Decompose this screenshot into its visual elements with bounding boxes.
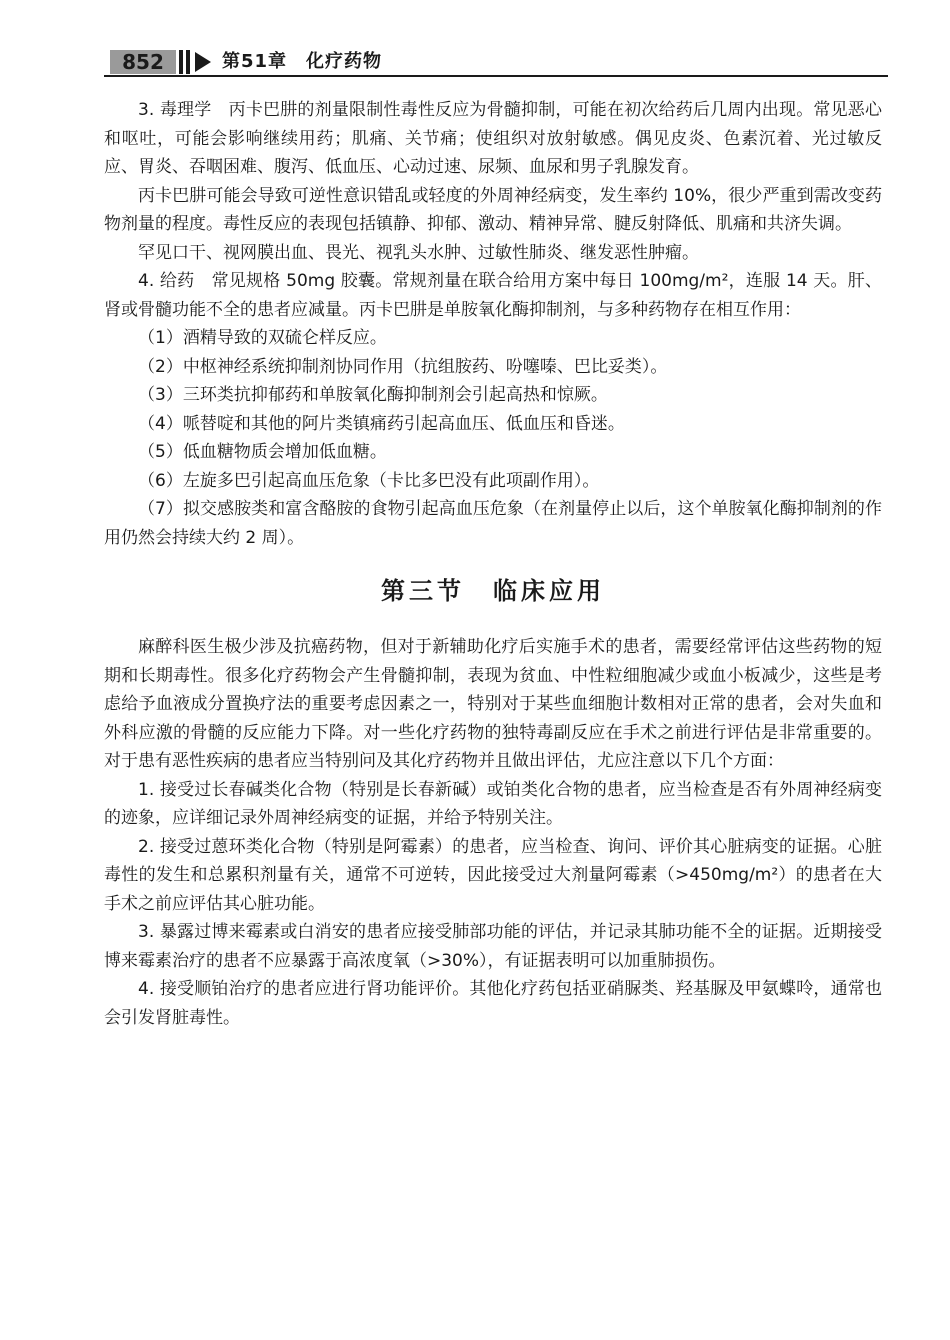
header-arrow-icon <box>195 52 211 72</box>
section-title: 第三节 临床应用 <box>381 577 605 605</box>
administration-paragraph: 4. 给药 常见规格 50mg 胶囊。常规剂量在联合给用方案中每日 100mg/m²，连服 14 天。肝、肾或骨髓功能不全的患者应减量。丙卡巴肼是单胺氧化酶抑制剂，与多种药物存在相互作用： <box>104 271 882 320</box>
interaction-item: （4）哌替啶和其他的阿片类镇痛药引起高血压、低血压和昏迷。 <box>138 413 625 434</box>
interaction-item: （3）三环类抗抑郁药和单胺氧化酶抑制剂会引起高热和惊厥。 <box>138 385 608 405</box>
interaction-item: （1）酒精导致的双硫仑样反应。 <box>138 328 387 348</box>
header-rule <box>104 75 888 77</box>
neuropathy-paragraph: 丙卡巴肼可能会导致可逆性意识错乱或轻度的外周神经病变，发生率约 10%，很少严重到需改变药物剂量的程度。毒性反应的表现包括镇静、抑郁、激动、精神异常、腱反射降低、肌痛和共济失调。 <box>104 185 882 234</box>
interaction-item: （2）中枢神经系统抑制剂协同作用（抗组胺药、吩噻嗪、巴比妥类）。 <box>138 356 668 377</box>
assessment-point: 2. 接受过蒽环类化合物（特别是阿霉素）的患者，应当检查、询问、评价其心脏病变的证据。心脏毒性的发生和总累积剂量有关，通常不可逆转，因此接受过大剂量阿霉素（>450mg/m²）的患者在大手术之前应评估其心脏功能。 <box>104 836 882 914</box>
assessment-point: 1. 接受过长春碱类化合物（特别是长春新碱）或铂类化合物的患者，应当检查是否有外周神经病变的迹象，应详细记录外周神经病变的证据，并给予特别关注。 <box>104 779 882 828</box>
interaction-item: （7）拟交感胺类和富含酪胺的食物引起高血压危象（在剂量停止以后，这个单胺氧化酶抑制剂的作用仍然会持续大约 2 周）。 <box>104 499 882 548</box>
toxicology-paragraph: 3. 毒理学 丙卡巴肼的剂量限制性毒性反应为骨髓抑制，可能在初次给药后几周内出现。常见恶心和呕吐，可能会影响继续用药；肌痛、关节痛；使组织对放射敏感。偶见皮炎、色素沉着、光过敏反应、胃炎、吞咽困难、腹泻、低血压、心动过速、尿频、血尿和男子乳腺发育。 <box>104 100 882 177</box>
assessment-point: 4. 接受顺铂治疗的患者应进行肾功能评价。其他化疗药包括亚硝脲类、羟基脲及甲氨蝶呤，通常也会引发肾脏毒性。 <box>104 979 882 1028</box>
running-header <box>104 50 888 76</box>
interaction-item: （6）左旋多巴引起高血压危象（卡比多巴没有此项副作用）。 <box>138 470 600 491</box>
header-bar-decoration <box>179 50 183 74</box>
rare-effects-paragraph: 罕见口干、视网膜出血、畏光、视乳头水肿、过敏性肺炎、继发恶性肿瘤。 <box>138 242 699 263</box>
interaction-item: （5）低血糖物质会增加低血糖。 <box>138 442 387 462</box>
header-bar-decoration <box>186 50 190 74</box>
page-body <box>104 96 882 1032</box>
section-intro-paragraph: 麻醉科医生极少涉及抗癌药物，但对于新辅助化疗后实施手术的患者，需要经常评估这些药物的短期和长期毒性。很多化疗药物会产生骨髓抑制，表现为贫血、中性粒细胞减少或血小板减少，这些是考虑给予血液成分置换疗法的重要考虑因素之一，特别对于某些血细胞计数相对正常的患者，会对失血和外科应激的骨髓的反应能力下降。对一些化疗药物的独特毒副反应在手术之前进行评估是非常重要的。对于患有恶性疾病的患者应当特别问及其化疗药物并且做出评估，尤应注意以下几个方面： <box>104 637 882 771</box>
assessment-point: 3. 暴露过博来霉素或白消安的患者应接受肺部功能的评估，并记录其肺功能不全的证据。近期接受博来霉素治疗的患者不应暴露于高浓度氧（>30%），有证据表明可以加重肺损伤。 <box>104 922 882 971</box>
chapter-title: 第51章 化疗药物 <box>222 51 383 72</box>
page-number: 852 <box>110 50 176 74</box>
